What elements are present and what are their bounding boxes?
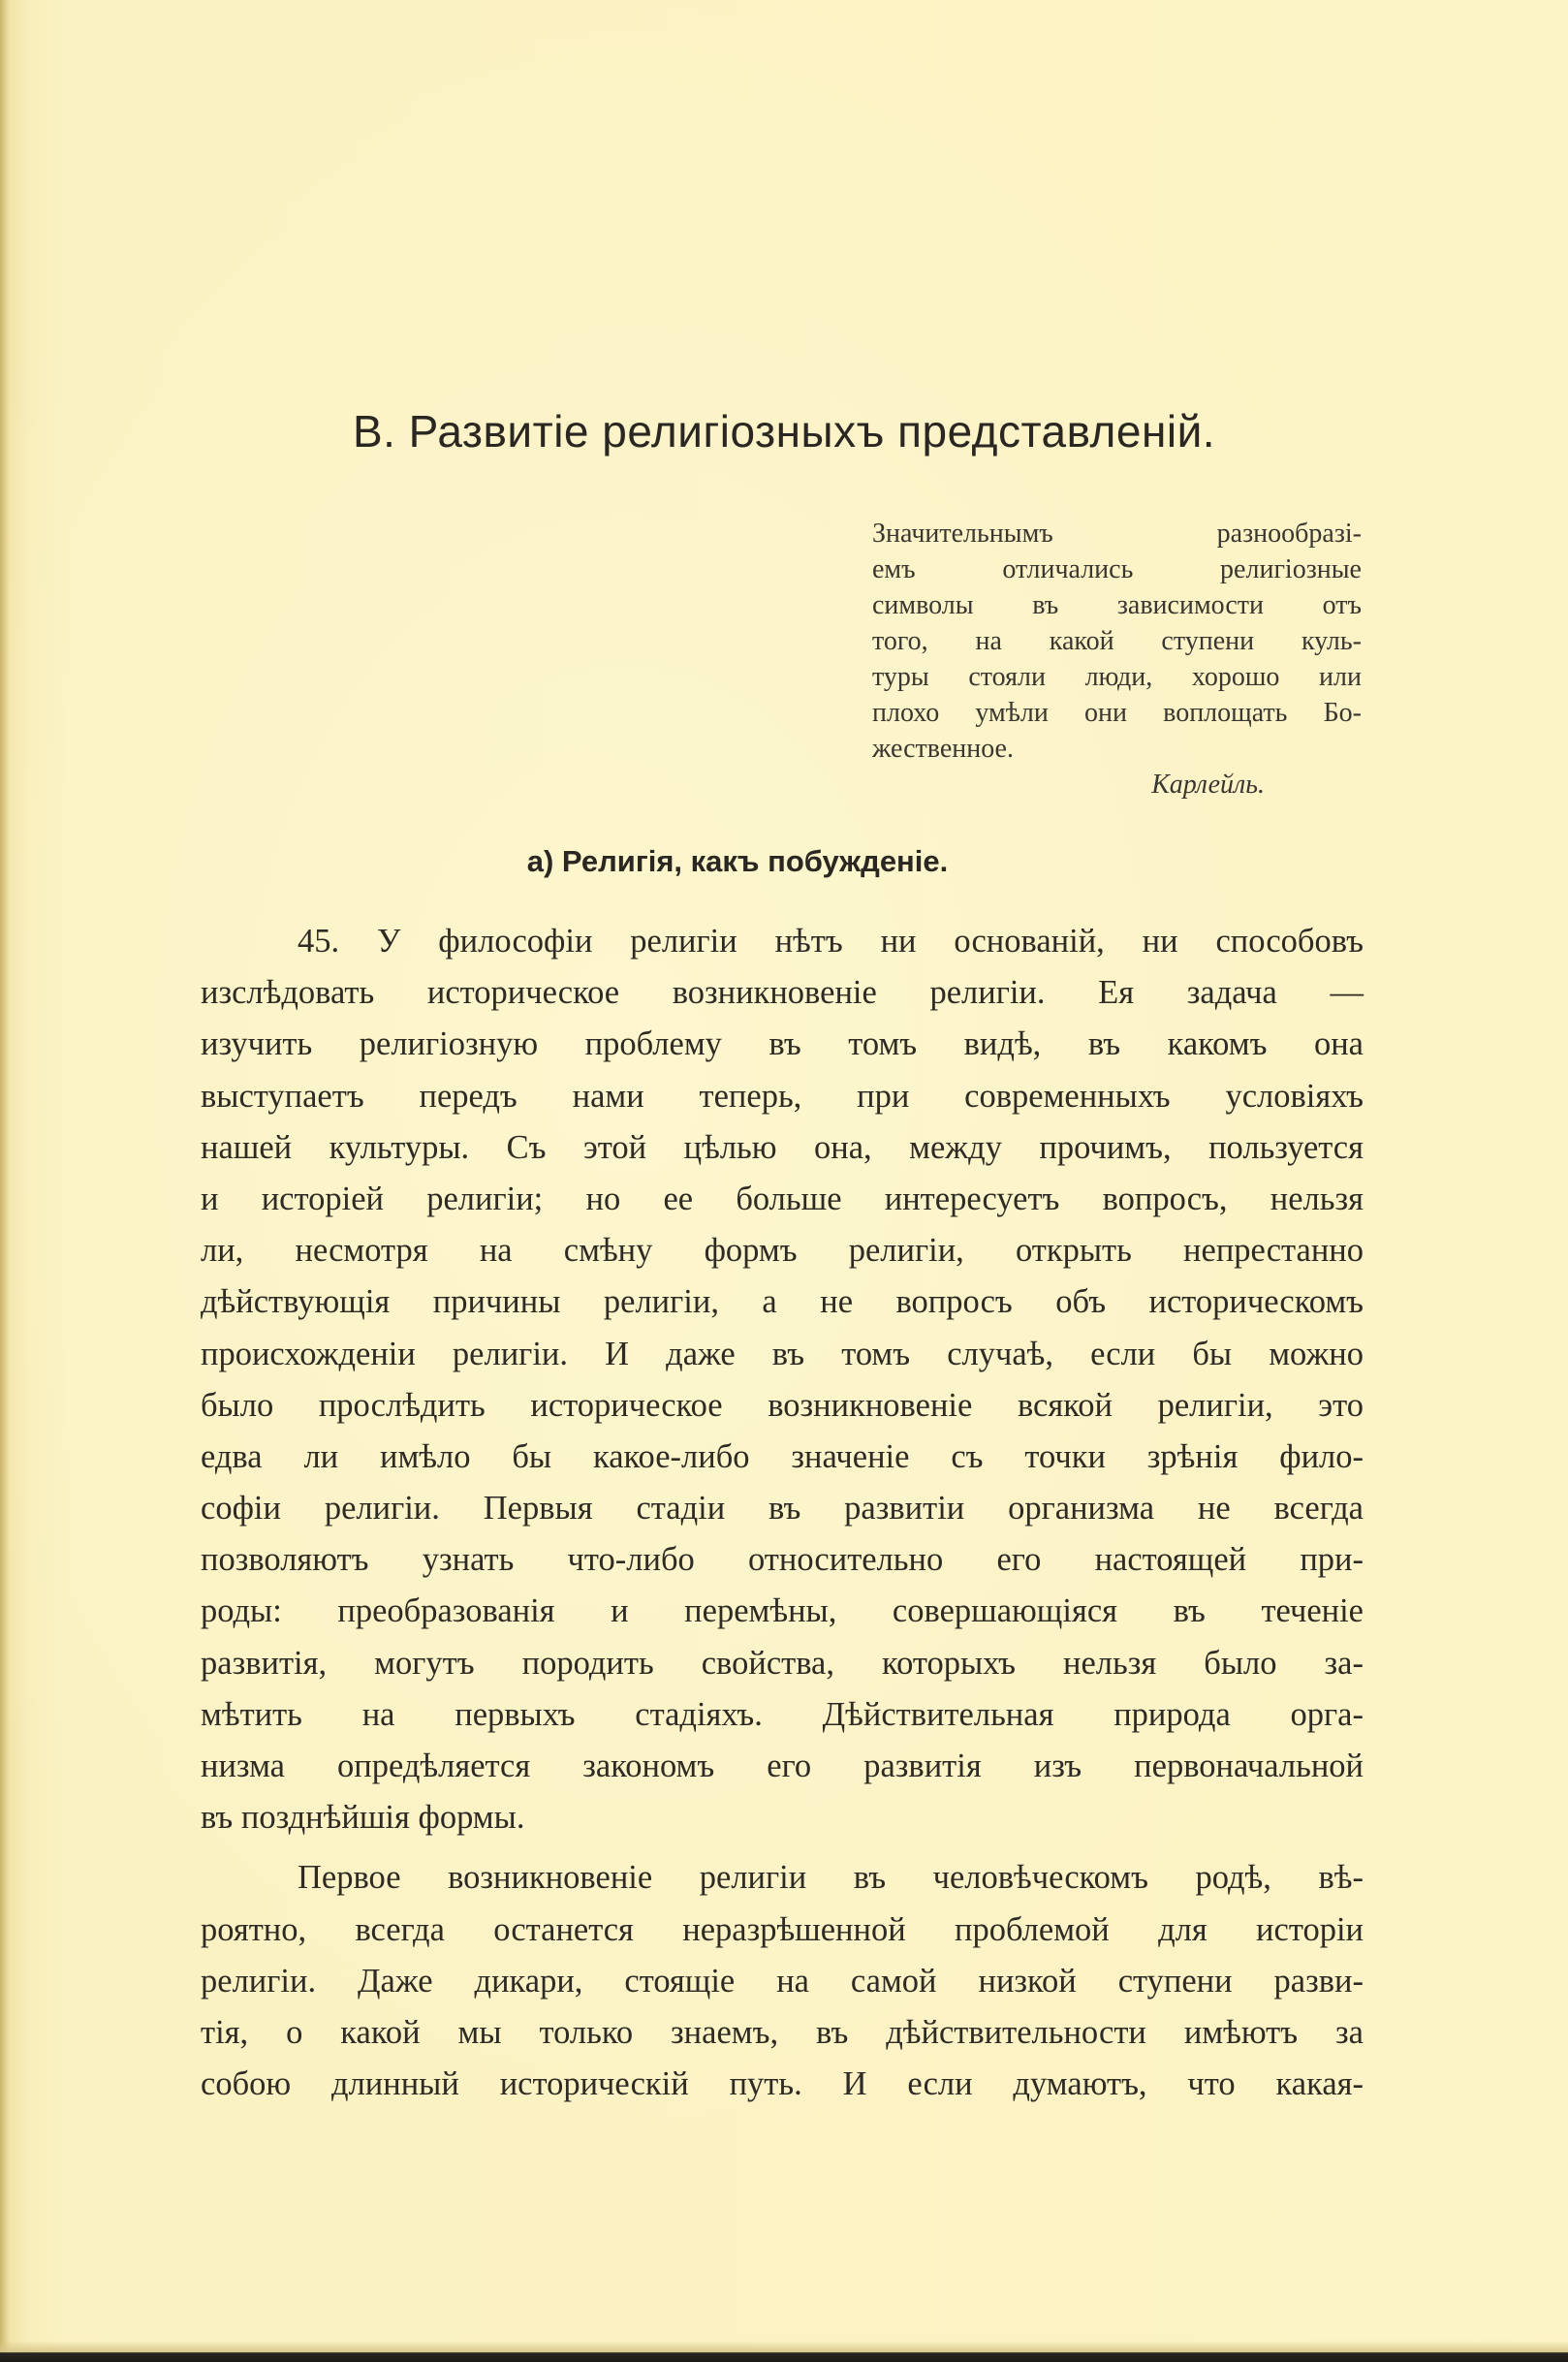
epigraph-line: символы въ зависимости отъ [872, 590, 1362, 620]
text-line: ли, несмотря на смѣну формъ религіи, открыть непрестанно [201, 1232, 1364, 1270]
paragraph [201, 1852, 1364, 2110]
text-line: софіи религіи. Первыя стадіи въ развитіи организма не всегда [201, 1490, 1364, 1527]
epigraph-line: плохо умѣли они воплощать Бо- [872, 698, 1362, 728]
text-line: роды: преобразованія и перемѣны, совершающіяся въ теченіе [201, 1592, 1364, 1630]
text-line: дѣйствующія причины религіи, а не вопросъ объ историческомъ [201, 1283, 1364, 1321]
epigraph-line: емъ отличались религіозные [872, 554, 1362, 584]
text-line: развитія, могутъ породить свойства, которыхъ нельзя было за- [201, 1644, 1364, 1682]
text-line: низма опредѣляется закономъ его развитія изъ первоначальной [201, 1748, 1364, 1784]
text-line: 45. У философіи религіи нѣтъ ни основаній, ни способовъ [298, 923, 1364, 960]
text-line: мѣтить на первыхъ стадіяхъ. Дѣйствительная природа орга- [201, 1695, 1364, 1733]
text-line: выступаетъ передъ нами теперь, при современныхъ условіяхъ [201, 1077, 1364, 1115]
text-line: изучить религіозную проблему въ томъ видѣ, въ какомъ она [201, 1025, 1364, 1063]
epigraph [872, 516, 1362, 803]
text-line: роятно, всегда останется неразрѣшенной проблемой для исторіи [201, 1910, 1364, 1948]
epigraph-line: того, на какой ступени куль- [872, 626, 1362, 656]
text-line: собою длинный историческій путь. И если думаютъ, что какая- [201, 2065, 1364, 2103]
text-line: нашей культуры. Съ этой цѣлью она, между прочимъ, пользуется [201, 1128, 1364, 1166]
epigraph-line: жественное. [872, 734, 1014, 764]
body-text [201, 916, 1364, 2110]
text-line: въ позднѣйшія формы. [201, 1799, 525, 1837]
text-line: и исторіей религіи; но ее больше интересуетъ вопросъ, нельзя [201, 1180, 1364, 1217]
page-left-edge [0, 0, 10, 2362]
epigraph-author: Карлейль. [1151, 770, 1265, 800]
text-line: изслѣдовать историческое возникновеніе религіи. Ея задача — [201, 974, 1364, 1012]
text-line: религіи. Даже дикари, стоящіе на самой низкой ступени разви- [201, 1962, 1364, 2000]
text-line: было прослѣдить историческое возникновеніе всякой религіи, это [201, 1386, 1364, 1424]
text-line: едва ли имѣло бы какое-либо значеніе съ точки зрѣнія фило- [201, 1437, 1364, 1475]
section-heading: а) Религія, какъ побужденіе. [526, 844, 949, 878]
epigraph-line: туры стояли люди, хорошо или [872, 662, 1362, 692]
text-line: позволяютъ узнать что-либо относительно его настоящей при- [201, 1541, 1364, 1579]
text-line: происхожденіи религіи. И даже въ томъ случаѣ, если бы можно [201, 1335, 1364, 1372]
page-bottom-edge [0, 2341, 1568, 2362]
chapter-heading: В. Развитіе религіозныхъ представленій. [352, 406, 1216, 457]
text-line: тія, о какой мы только знаемъ, въ дѣйствительности имѣютъ за [201, 2013, 1364, 2051]
text-line: Первое возникновеніе религіи въ человѣческомъ родѣ, вѣ- [298, 1859, 1364, 1897]
epigraph-line: Значительнымъ разнообразі- [872, 519, 1362, 549]
paragraph [201, 916, 1364, 1843]
